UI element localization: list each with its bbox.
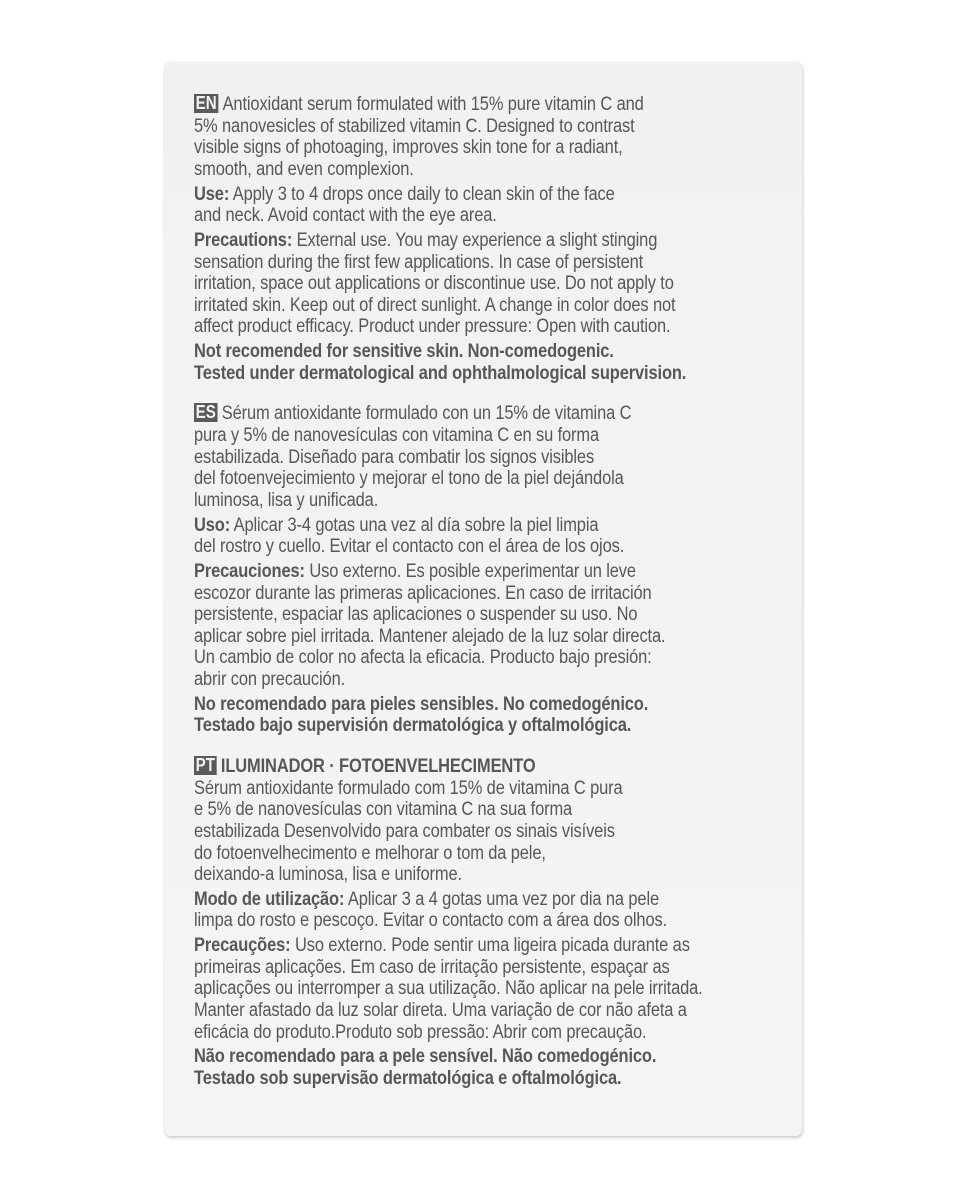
pt-precautions-label: Precauções: [194, 934, 291, 957]
pt-intro-line: estabilizada Desenvolvido para combater os sinais visíveis [194, 819, 615, 842]
pt-use [194, 889, 782, 932]
pt-precautions-line: Manter afastado da luz solar direta. Uma variação de cor não afeta a [194, 999, 687, 1022]
en-notice-line: Tested under dermatological and ophthalmological supervision. [194, 361, 687, 384]
pt-precautions-line: aplicações ou interromper a sua utilização. Não aplicar na pele irritada. [194, 977, 703, 1000]
label-text [194, 94, 782, 1093]
pt-precautions [194, 935, 782, 1043]
en-notice [194, 341, 782, 384]
pt-use-line: Aplicar 3 a 4 gotas uma vez por dia na pele [344, 887, 660, 910]
es-precautions [194, 561, 782, 691]
en-precautions-line: sensation during the first few applications. In case of persistent [194, 250, 644, 273]
en-precautions-label: Precautions: [194, 228, 293, 251]
es-precautions-line: aplicar sobre piel irritada. Mantener alejado de la luz solar directa. [194, 624, 666, 647]
es-precautions-line: Uso externo. Es posible experimentar un leve [304, 560, 636, 582]
en-use-line: Apply 3 to 4 drops once daily to clean skin of the face [229, 182, 615, 205]
en-precautions-line: irritation, space out applications or discontinue use. Do not apply to [194, 272, 674, 295]
es-precautions-line: abrir con precaución. [194, 667, 346, 690]
es-intro-line: del fotoenvejecimiento y mejorar el tono de la piel dejándola [194, 467, 624, 490]
en-intro-line: smooth, and even complexion. [194, 157, 414, 180]
en-precautions-line: irritated skin. Keep out of direct sunlight. A change in color does not [194, 293, 676, 316]
en-precautions-line: affect product efficacy. Product under pressure: Open with caution. [194, 315, 671, 338]
pt-notice-line: Testado sob supervisão dermatológica e oftalmológica. [194, 1067, 622, 1089]
pt-notice-line: Não recomendado para a pele sensível. Não comedogénico. [194, 1045, 657, 1068]
es-precautions-line: persistente, espaciar las aplicaciones o suspender su uso. No [194, 603, 638, 626]
es-intro [194, 403, 782, 511]
pt-precautions-line: primeiras aplicações. Em caso de irritação persistente, espaçar as [194, 955, 670, 978]
pt-heading: ILUMINADOR · FOTOENVELHECIMENTO [220, 755, 536, 778]
es-use-line: del rostro y cuello. Evitar el contacto con el área de los ojos. [194, 535, 625, 558]
es-intro-line: estabilizada. Diseñado para combatir los signos visibles [194, 445, 595, 468]
es-notice [194, 694, 782, 737]
es-use-line: Aplicar 3-4 gotas una vez al día sobre la piel limpia [230, 513, 599, 536]
en-use [194, 184, 782, 227]
es-precautions-line: Un cambio de color no afecta la eficacia. Producto bajo presión: [194, 646, 652, 669]
pt-intro-line: do fotoenvelhecimento e melhorar o tom da pele, [194, 841, 546, 864]
es-use-label: Uso: [194, 513, 231, 536]
pt-use-label: Modo de utilização: [194, 887, 345, 910]
en-precautions-line: External use. You may experience a slight stinging [292, 228, 658, 251]
en-intro-line: visible signs of photoaging, improves skin tone for a radiant, [194, 136, 623, 159]
pt-precautions-line: Uso externo. Pode sentir uma ligeira picada durante as [290, 934, 690, 957]
pt-intro-line: e 5% de nanovesículas con vitamina C na sua forma [194, 798, 573, 821]
language-badge-es: ES [195, 402, 216, 423]
es-intro-line: luminosa, lisa y unificada. [194, 488, 379, 511]
section-pt [194, 756, 782, 1089]
en-precautions [194, 230, 782, 338]
es-precautions-line: escozor durante las primeras aplicaciones. En caso de irritación [194, 581, 652, 604]
es-intro-line: Sérum antioxidante formulado con un 15% de vitamina C [221, 402, 632, 425]
pt-intro-line: Sérum antioxidante formulado com 15% de vitamina C pura [194, 776, 623, 799]
es-precautions-label: Precauciones: [194, 560, 305, 582]
pt-precautions-line: eficácia do produto.Produto sob pressão: Abrir com precaução. [194, 1020, 647, 1043]
pt-notice [194, 1046, 782, 1089]
en-intro-line: Antioxidant serum formulated with 15% pure vitamin C and [222, 93, 644, 115]
pt-intro [194, 756, 782, 886]
section-es [194, 403, 782, 736]
pt-intro-line: deixando-a luminosa, lisa e uniforme. [194, 863, 462, 886]
language-badge-en: EN [195, 93, 217, 113]
es-notice-line: No recomendado para pieles sensibles. No comedogénico. [194, 692, 649, 715]
en-use-line: and neck. Avoid contact with the eye area. [194, 204, 497, 227]
section-en [194, 94, 782, 384]
es-use [194, 515, 782, 558]
en-intro [194, 94, 782, 180]
language-badge-pt: PT [195, 755, 216, 776]
es-intro-line: pura y 5% de nanovesículas con vitamina C en su forma [194, 424, 600, 447]
pt-use-line: limpa do rosto e pescoço. Evitar o contacto com a área dos olhos. [194, 909, 668, 932]
en-use-label: Use: [194, 182, 230, 205]
en-intro-line: 5% nanovesicles of stabilized vitamin C. Designed to contrast [194, 114, 635, 137]
en-notice-line: Not recomended for sensitive skin. Non-comedogenic. [194, 340, 614, 363]
es-notice-line: Testado bajo supervisión dermatológica y oftalmológica. [194, 714, 632, 737]
